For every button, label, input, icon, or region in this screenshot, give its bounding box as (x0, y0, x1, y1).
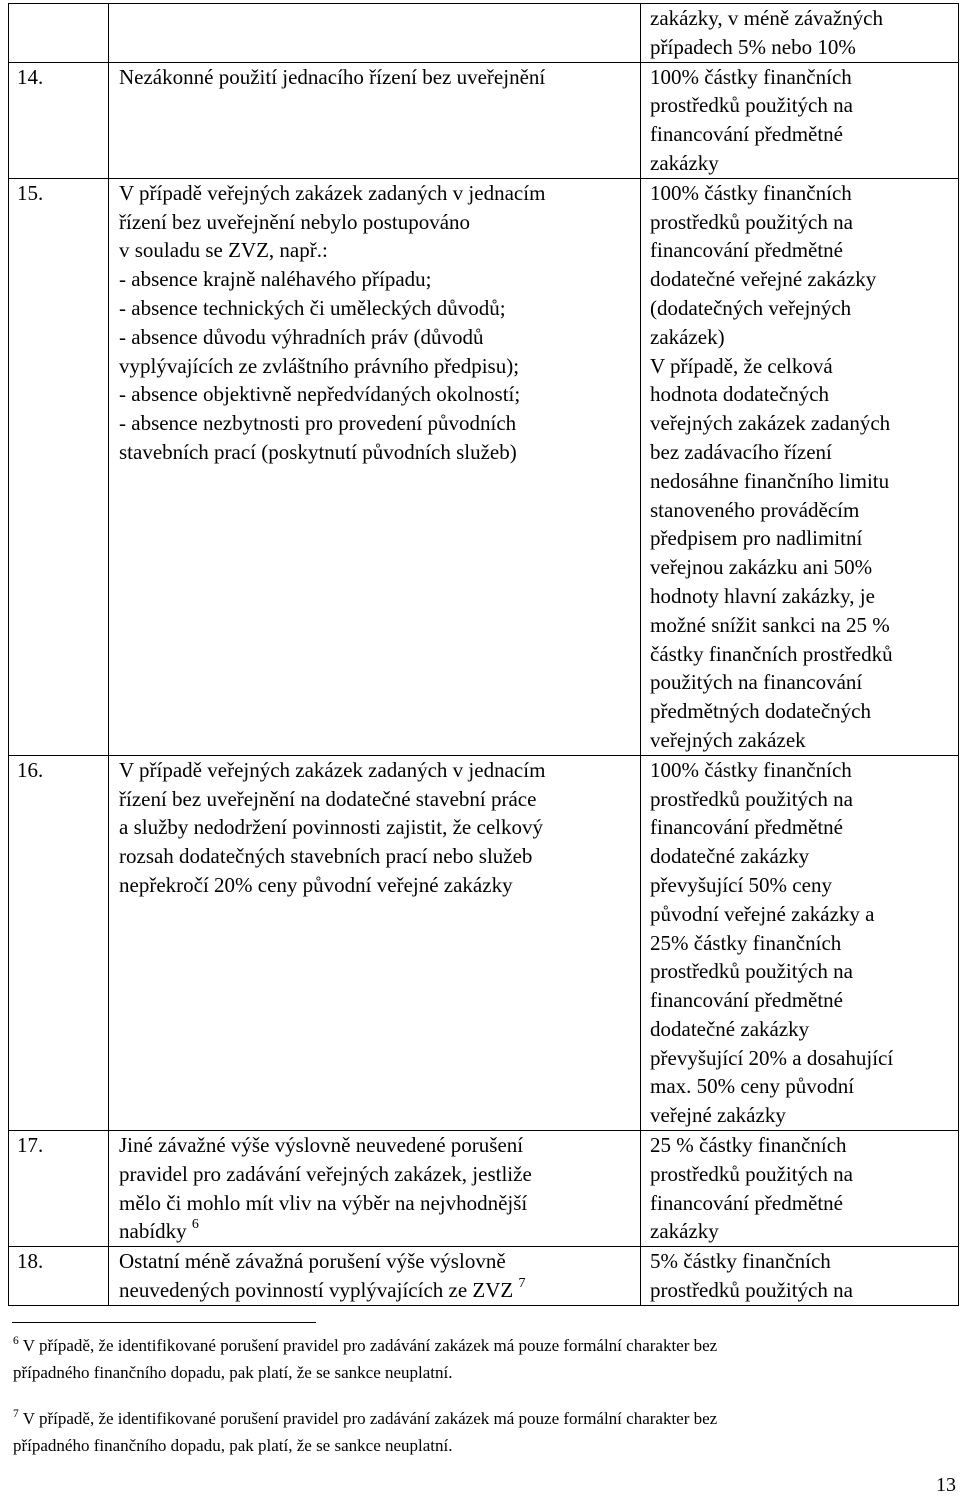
penalty-line: financování předmětné (650, 988, 843, 1013)
description-line: - absence objektivně nepředvídaných okolností; (119, 382, 521, 407)
description-line: stavebních prací (poskytnutí původních služeb) (119, 439, 517, 464)
penalty-line: dodatečné veřejné zakázky (650, 267, 877, 292)
description-line: v souladu se ZVZ, např.: (119, 238, 328, 263)
penalty-line: použitých na financování (650, 670, 863, 695)
penalty-line: financování předmětné (650, 122, 843, 147)
table-row (9, 1131, 959, 1247)
penalty-line: stanoveného prováděcím (650, 497, 860, 522)
row-penalty (641, 1247, 959, 1306)
penalty-line: veřejné zakázky (650, 1103, 786, 1128)
description-line (119, 1217, 636, 1246)
description-text: neuvedených povinností vyplývajících ze ZVZ (119, 1278, 514, 1303)
penalty-line: prostředků použitých na (650, 93, 853, 118)
row-penalty (641, 4, 959, 63)
penalty-line: prostředků použitých na (650, 1278, 853, 1303)
description-line: Nezákonné použití jednacího řízení bez uveřejnění (119, 64, 546, 89)
penalty-line: 25% částky finančních (650, 930, 842, 955)
description-line (119, 1276, 636, 1305)
penalty-line: (dodatečných veřejných (650, 295, 852, 320)
table-row (9, 4, 959, 63)
penalty-line: financování předmětné (650, 238, 843, 263)
penalty-line: prostředků použitých na (650, 209, 853, 234)
description-line: řízení bez uveřejnění na dodatečné stavební práce (119, 786, 537, 811)
penalty-line: financování předmětné (650, 815, 843, 840)
penalty-line: zakázek) (650, 324, 725, 349)
row-number (9, 4, 109, 63)
description-line: - absence nezbytnosti pro provedení původních (119, 411, 517, 436)
description-line: rozsah dodatečných stavebních prací nebo služeb (119, 844, 533, 869)
penalty-line: veřejnou zakázku ani 50% (650, 555, 873, 580)
row-number-text: 15. (17, 180, 44, 205)
description-line: V případě veřejných zakázek zadaných v jednacím (119, 757, 546, 782)
penalty-line: veřejných zakázek zadaných (650, 411, 891, 436)
row-number-text: 16. (17, 757, 44, 782)
description-line: V případě veřejných zakázek zadaných v jednacím (119, 180, 546, 205)
penalty-line: dodatečné zakázky (650, 844, 810, 869)
penalty-line: 100% částky finančních (650, 757, 852, 782)
penalty-line: částky finančních prostředků (650, 641, 893, 666)
penalty-line: možné snížit sankci na 25 % (650, 612, 890, 637)
penalty-line: 25 % částky finančních (650, 1133, 847, 1158)
penalty-line: nedosáhne finančního limitu (650, 468, 890, 493)
penalty-line: 100% částky finančních (650, 180, 852, 205)
penalty-line: prostředků použitých na (650, 959, 853, 984)
footnote-text: V případě, že identifikované porušení pravidel pro zadávání zakázek má pouze formální charakter bez (22, 1409, 718, 1428)
footnote-separator (12, 1322, 316, 1323)
description-text: nabídky (119, 1219, 187, 1244)
row-number-text: 14. (17, 64, 44, 89)
row-description (109, 1131, 641, 1247)
penalty-line: veřejných zakázek (650, 727, 806, 752)
table-row (9, 1247, 959, 1306)
description-line: - absence důvodu výhradních práv (důvodů (119, 324, 484, 349)
penalty-line: V případě, že celková (650, 353, 833, 378)
row-number-text: 17. (17, 1133, 44, 1158)
table-row (9, 62, 959, 178)
table-row (9, 755, 959, 1130)
row-number (9, 755, 109, 1130)
row-penalty (641, 62, 959, 178)
penalty-line: prostředků použitých na (650, 786, 853, 811)
penalty-line: zakázky (650, 1219, 719, 1244)
penalty-line: zakázky, v méně závažných (650, 6, 883, 30)
row-description (109, 4, 641, 63)
footnote-text: případného finančního dopadu, pak platí, že se sankce neuplatní. (13, 1362, 453, 1382)
footnote (13, 1407, 953, 1457)
row-number (9, 1131, 109, 1247)
row-penalty (641, 178, 959, 755)
penalty-line: 5% částky finančních (650, 1249, 831, 1274)
penalty-line: předpisem pro nadlimitní (650, 526, 863, 551)
footnote-mark: 6 (13, 1335, 19, 1347)
penalty-line: prostředků použitých na (650, 1161, 853, 1186)
description-line: pravidel pro zadávání veřejných zakázek, jestliže (119, 1161, 532, 1186)
row-number (9, 1247, 109, 1306)
row-number-text: 18. (17, 1249, 44, 1274)
description-line: nepřekročí 20% ceny původní veřejné zakázky (119, 872, 513, 897)
penalty-line: hodnoty hlavní zakázky, je (650, 583, 875, 608)
footnote-reference: 6 (191, 1217, 199, 1233)
row-description (109, 755, 641, 1130)
penalty-line: případech 5% nebo 10% (650, 34, 856, 59)
penalty-line: max. 50% ceny původní (650, 1074, 855, 1099)
description-line: - absence technických či uměleckých důvodů; (119, 295, 506, 320)
description-line: řízení bez uveřejnění nebylo postupováno (119, 209, 471, 234)
penalty-line: dodatečné zakázky (650, 1016, 810, 1041)
page-number: 13 (936, 1474, 956, 1496)
description-line: - absence krajně naléhavého případu; (119, 267, 432, 292)
footnote-mark: 7 (13, 1408, 19, 1420)
row-penalty (641, 755, 959, 1130)
row-description (109, 178, 641, 755)
penalty-line: převyšující 50% ceny (650, 872, 832, 897)
penalty-line: bez zadávacího řízení (650, 439, 832, 464)
row-number (9, 62, 109, 178)
row-description (109, 62, 641, 178)
description-line: Ostatní méně závažná porušení výše výslovně (119, 1249, 506, 1274)
penalty-line: hodnota dodatečných (650, 382, 830, 407)
footnote-text: V případě, že identifikované porušení pravidel pro zadávání zakázek má pouze formální charakter bez (22, 1336, 718, 1355)
footnote-text: případného finančního dopadu, pak platí, že se sankce neuplatní. (13, 1435, 453, 1455)
penalty-line: převyšující 20% a dosahující (650, 1045, 894, 1070)
penalty-line: zakázky (650, 150, 719, 175)
table-row (9, 178, 959, 755)
footnote (13, 1334, 953, 1384)
row-number (9, 178, 109, 755)
row-penalty (641, 1131, 959, 1247)
penalty-line: původní veřejné zakázky a (650, 901, 875, 926)
description-line: Jiné závažné výše výslovně neuvedené porušení (119, 1133, 524, 1158)
sanctions-table (8, 3, 959, 1306)
description-line: a služby nedodržení povinnosti zajistit, že celkový (119, 815, 543, 840)
penalty-line: předmětných dodatečných (650, 699, 871, 724)
row-description (109, 1247, 641, 1306)
penalty-line: 100% částky finančních (650, 64, 852, 89)
footnote-reference: 7 (518, 1276, 526, 1292)
description-line: mělo či mohlo mít vliv na výběr na nejvhodnější (119, 1190, 528, 1215)
penalty-line: financování předmětné (650, 1190, 843, 1215)
description-line: vyplývajících ze zvláštního právního předpisu); (119, 353, 520, 378)
